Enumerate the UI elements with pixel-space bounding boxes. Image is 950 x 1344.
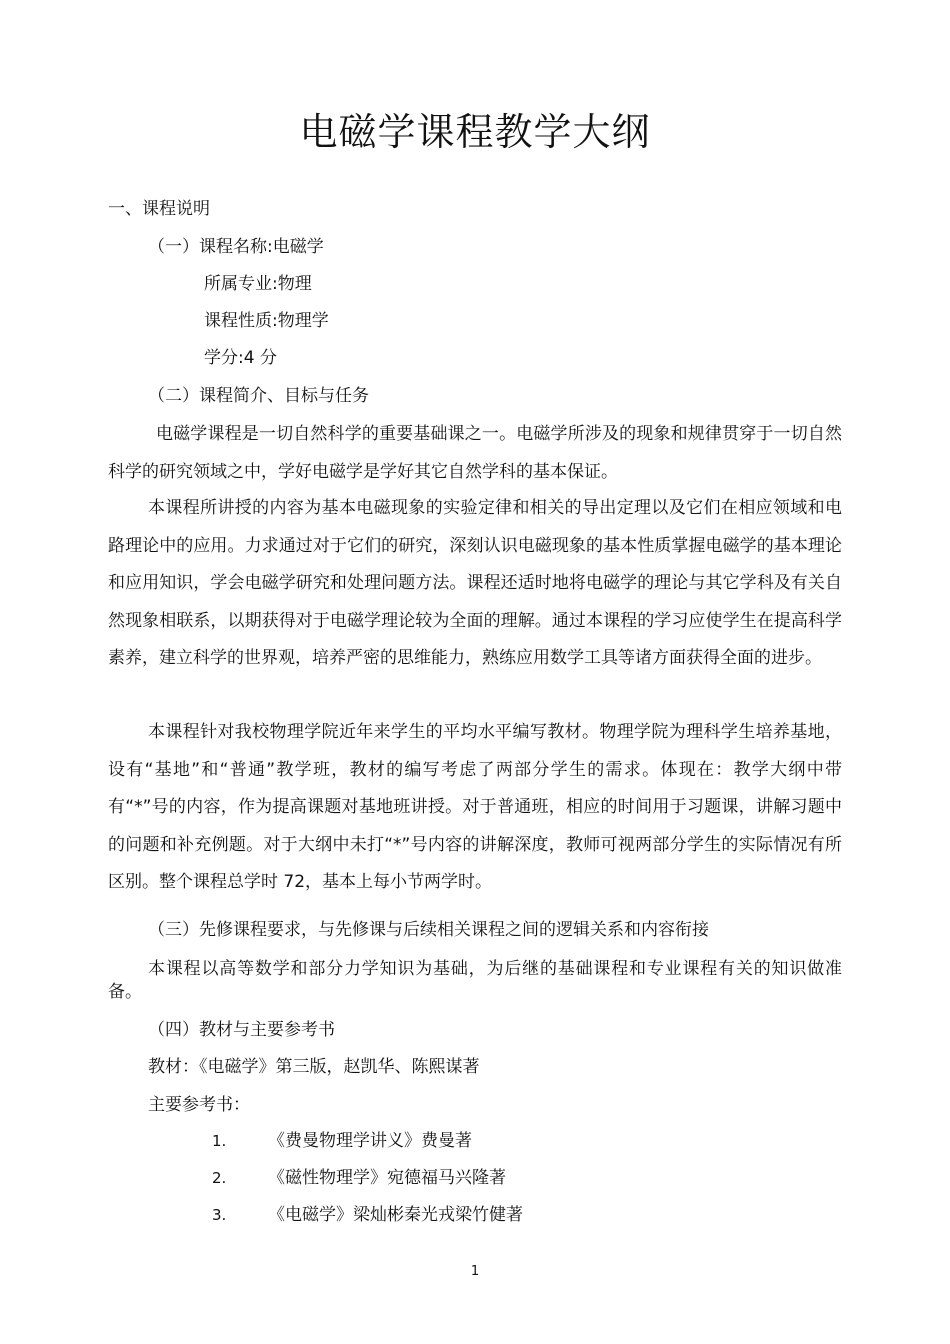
reference-item xyxy=(212,1166,506,1190)
paragraph-introduction: 电磁学课程是一切自然科学的重要基础课之一。电磁学所涉及的现象和规律贯穿于一切自然科学的研究领域之中，学好电磁学是学好其它自然学科的基本保证。 xyxy=(108,424,842,482)
subsection-heading-prerequisites: （三）先修课程要求，与先修课与后续相关课程之间的逻辑关系和内容衔接 xyxy=(148,920,709,940)
subsection-heading-introduction: （二）课程简介、目标与任务 xyxy=(148,386,369,406)
textbook: 教材：《电磁学》第三版，赵凯华、陈熙谋著 xyxy=(148,1057,480,1077)
page-number: 1 xyxy=(470,1264,480,1279)
reference-item xyxy=(212,1203,523,1227)
reference-title: 《磁性物理学》宛德福马兴隆著 xyxy=(268,1168,506,1188)
section-heading-course-description: 一、课程说明 xyxy=(108,199,210,219)
paragraph-teaching-plan: 本课程针对我校物理学院近年来学生的平均水平编写教材。物理学院为理科学生培养基地，设有“基地”和“普通”教学班，教材的编写考虑了两部分学生的需求。体现在：教学大纲中带有“*”号的内容，作为提高课题对基地班讲授。对于普通班，相应的时间用于习题课，讲解习题中的问题和补充例题。对于大纲中未打“*”号内容的讲解深度，教师可视两部分学生的实际情况有所区别。整个课程总学时 72，基本上每小节两学时。 xyxy=(108,722,842,892)
references-heading: 主要参考书： xyxy=(148,1095,250,1115)
reference-number: 3. xyxy=(212,1206,227,1224)
paragraph-prerequisites: 本课程以高等数学和部分力学知识为基础，为后继的基础课程和专业课程有关的知识做准备。 xyxy=(108,959,842,1002)
document-title: 电磁学课程教学大纲 xyxy=(299,110,651,154)
paragraph-content: 本课程所讲授的内容为基本电磁现象的实验定律和相关的导出定理以及它们在相应领域和电路理论中的应用。力求通过对于它们的研究，深刻认识电磁现象的基本性质掌握电磁学的基本理论和应用知识，学会电磁学研究和处理问题方法。课程还适时地将电磁学的理论与其它学科及有关自然现象相联系，以期获得对于电磁学理论较为全面的理解。通过本课程的学习应使学生在提高科学素养，建立科学的世界观，培养严密的思维能力，熟练应用数学工具等诸方面获得全面的进步。 xyxy=(108,498,842,668)
course-nature: 课程性质:物理学 xyxy=(204,311,329,331)
reference-item xyxy=(212,1129,472,1153)
course-credits: 学分:4 分 xyxy=(204,348,277,368)
reference-number: 1. xyxy=(212,1132,227,1150)
course-major: 所属专业:物理 xyxy=(204,274,312,294)
reference-title: 《费曼物理学讲义》费曼著 xyxy=(268,1131,472,1151)
subsection-heading-textbooks: （四）教材与主要参考书 xyxy=(148,1020,335,1040)
subsection-heading-course-name: （一）课程名称:电磁学 xyxy=(148,237,324,257)
reference-title: 《电磁学》梁灿彬秦光戎梁竹健著 xyxy=(268,1205,523,1225)
reference-number: 2. xyxy=(212,1169,227,1187)
